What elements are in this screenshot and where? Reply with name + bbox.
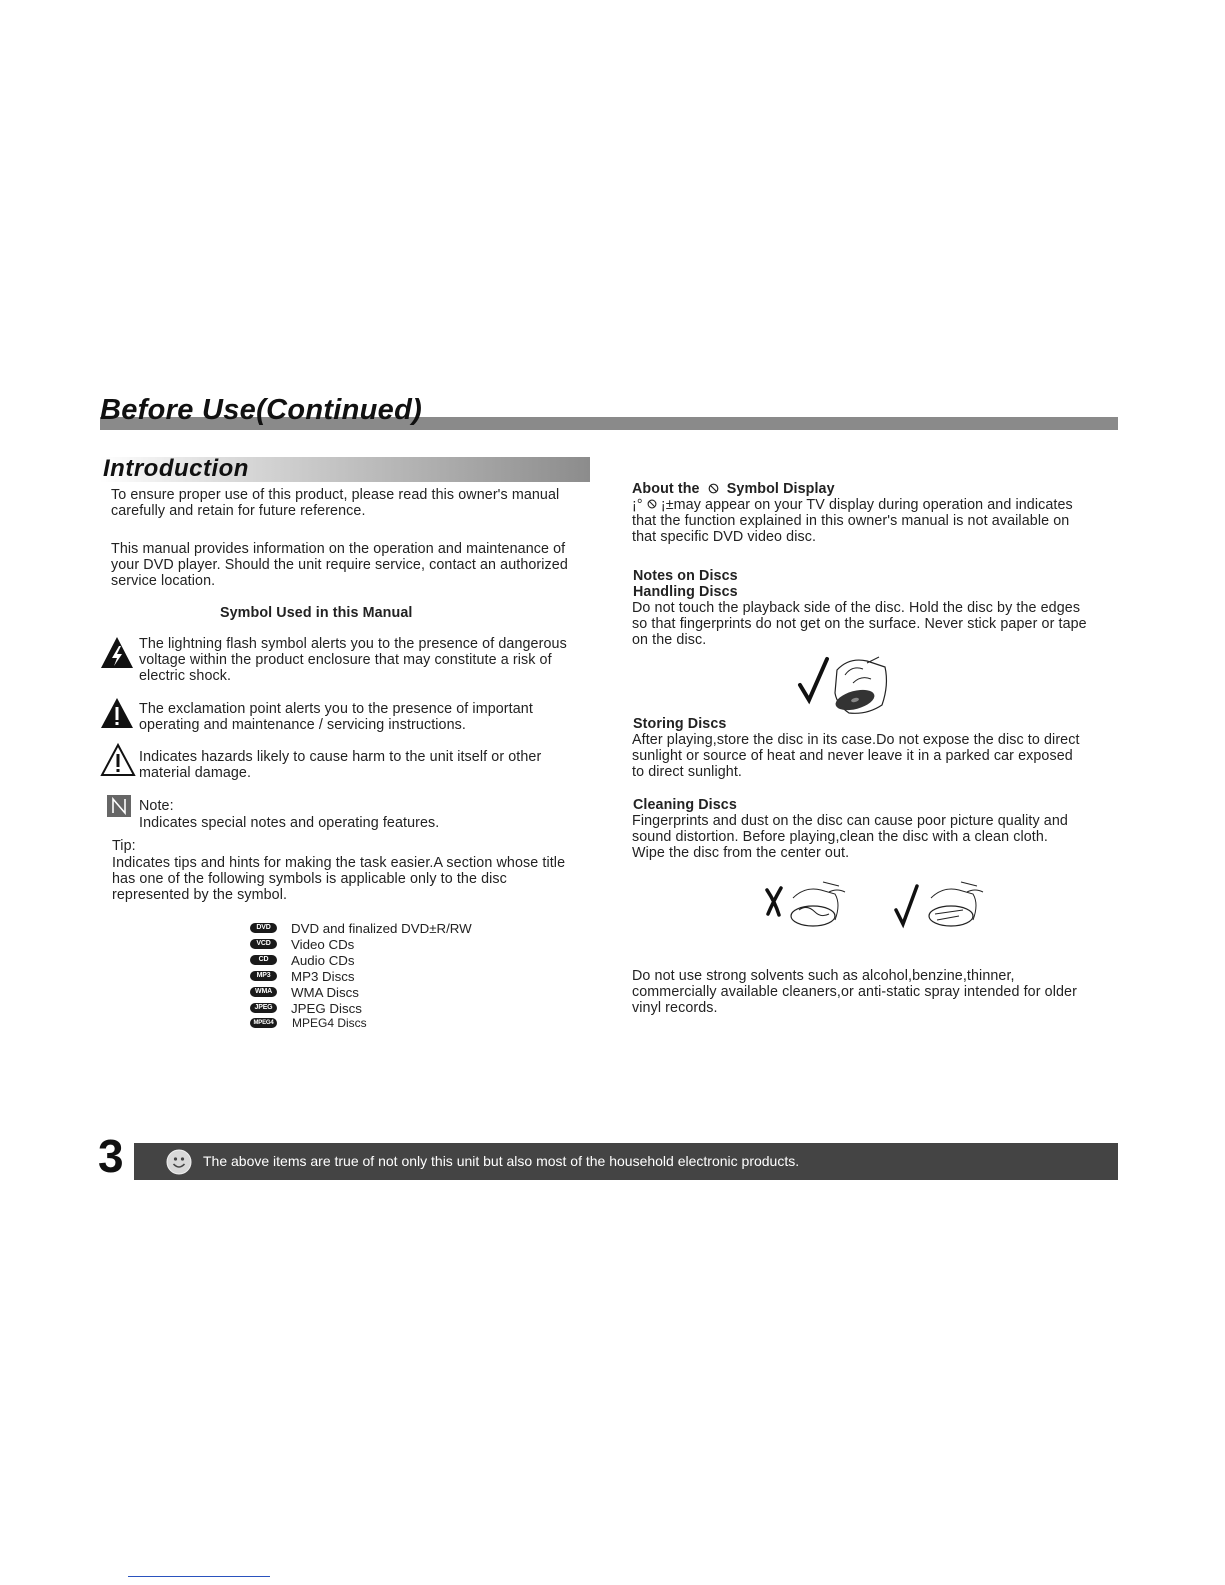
exclamation-description bbox=[139, 701, 533, 733]
prohibited-symbol-icon bbox=[708, 483, 719, 494]
text-line: Do not use strong solvents such as alcohol,benzine,thinner, bbox=[632, 968, 1015, 984]
disc-label: WMA Discs bbox=[291, 985, 359, 1000]
text-line: operating and maintenance / servicing instructions. bbox=[139, 717, 466, 734]
intro-paragraph-1 bbox=[111, 487, 559, 519]
footer-text: The above items are true of not only this unit but also most of the household electronic products. bbox=[203, 1153, 800, 1169]
dvd-badge-icon: DVD bbox=[250, 923, 277, 933]
tip-text bbox=[112, 855, 565, 904]
text-line: material damage. bbox=[139, 765, 252, 782]
symbol-display-text bbox=[632, 497, 1073, 546]
tip-label: Tip: bbox=[112, 838, 136, 854]
text-line: on the disc. bbox=[632, 632, 707, 649]
text-line: The lightning flash symbol alerts you to the presence of dangerous bbox=[139, 636, 567, 652]
mpeg4-badge-icon: MPEG4 bbox=[250, 1018, 277, 1028]
heading-text: About the bbox=[632, 481, 700, 497]
text-line: that the function explained in this owner's manual is not available on bbox=[632, 513, 1070, 530]
handling-heading: Handling Discs bbox=[633, 584, 738, 600]
text-line: to direct sunlight. bbox=[632, 764, 742, 781]
disc-label: DVD and finalized DVD±R/RW bbox=[291, 921, 472, 936]
note-icon bbox=[107, 795, 131, 817]
text-line: represented by the symbol. bbox=[112, 887, 288, 904]
vcd-badge-icon: VCD bbox=[250, 939, 277, 949]
section-title: Introduction bbox=[103, 455, 249, 482]
page-number: 3 bbox=[98, 1130, 124, 1182]
text-line: vinyl records. bbox=[632, 1000, 718, 1017]
storing-text bbox=[632, 732, 1080, 781]
text-line: Do not touch the playback side of the disc. Hold the disc by the edges bbox=[632, 600, 1081, 616]
text-line: so that fingerprints do not get on the surface. Never stick paper or tape bbox=[632, 616, 1087, 633]
cleaning-text bbox=[632, 813, 1068, 862]
wrong-cleaning-illustration bbox=[763, 880, 853, 940]
text-line: electric shock. bbox=[139, 668, 232, 685]
text-line: sound distortion. Before playing,clean the disc with a clean cloth. bbox=[632, 829, 1048, 846]
disc-label: JPEG Discs bbox=[291, 1001, 362, 1016]
disc-label: Audio CDs bbox=[291, 953, 355, 968]
page-title: Before Use(Continued) bbox=[100, 394, 423, 426]
disc-label: Video CDs bbox=[291, 937, 355, 952]
wma-badge-icon: WMA bbox=[250, 987, 277, 997]
hazard-description bbox=[139, 749, 541, 781]
cleaning-heading: Cleaning Discs bbox=[633, 797, 737, 813]
text-line: Wipe the disc from the center out. bbox=[632, 845, 850, 862]
text-line: voltage within the product enclosure that may constitute a risk of bbox=[139, 652, 552, 669]
text-line: carefully and retain for future reference. bbox=[111, 503, 366, 520]
exclamation-warning-icon bbox=[100, 697, 134, 729]
text-line: To ensure proper use of this product, please read this owner's manual bbox=[111, 487, 560, 503]
text-line: commercially available cleaners,or anti-static spray intended for older bbox=[632, 984, 1077, 1001]
intro-paragraph-2 bbox=[111, 541, 568, 590]
smiley-icon bbox=[166, 1149, 192, 1175]
disc-label: MP3 Discs bbox=[291, 969, 355, 984]
correct-cleaning-illustration bbox=[893, 880, 993, 940]
bottom-rule bbox=[128, 1576, 270, 1577]
notes-heading: Notes on Discs bbox=[633, 568, 738, 584]
mp3-badge-icon: MP3 bbox=[250, 971, 277, 981]
text-line: sunlight or source of heat and never leave it in a parked car exposed bbox=[632, 748, 1073, 765]
symbols-heading: Symbol Used in this Manual bbox=[220, 605, 413, 621]
text-line: Fingerprints and dust on the disc can cause poor picture quality and bbox=[632, 813, 1068, 829]
text-line: The exclamation point alerts you to the presence of important bbox=[139, 701, 533, 717]
text-line: Indicates hazards likely to cause harm to the unit itself or other bbox=[139, 749, 542, 765]
text-line bbox=[632, 497, 1073, 513]
solvents-text bbox=[632, 968, 1077, 1017]
note-label: Note: bbox=[139, 798, 174, 814]
cd-badge-icon: CD bbox=[250, 955, 277, 965]
symbol-display-heading bbox=[632, 481, 835, 497]
text-line: After playing,store the disc in its case.Do not expose the disc to direct bbox=[632, 732, 1080, 748]
handling-text bbox=[632, 600, 1087, 649]
text-line: service location. bbox=[111, 573, 216, 590]
disc-handling-illustration bbox=[797, 655, 897, 719]
note-text: Indicates special notes and operating features. bbox=[139, 815, 440, 831]
prohibited-symbol-icon bbox=[647, 499, 657, 509]
text-fragment: ¡° bbox=[632, 497, 643, 513]
text-line: your DVD player. Should the unit require service, contact an authorized bbox=[111, 557, 568, 574]
text-line: This manual provides information on the operation and maintenance of bbox=[111, 541, 566, 557]
text-line: that specific DVD video disc. bbox=[632, 529, 817, 546]
storing-heading: Storing Discs bbox=[633, 716, 727, 732]
lightning-warning-icon bbox=[100, 636, 134, 670]
caution-outline-icon bbox=[100, 743, 136, 777]
disc-symbol-list bbox=[250, 921, 550, 1031]
jpeg-badge-icon: JPEG bbox=[250, 1003, 277, 1013]
disc-label: MPEG4 Discs bbox=[292, 1016, 367, 1030]
text-line: Indicates tips and hints for making the task easier.A section whose title bbox=[112, 855, 566, 871]
heading-text: Symbol Display bbox=[726, 481, 835, 497]
text-fragment: ¡±may appear on your TV display during operation and indicates bbox=[660, 497, 1073, 513]
lightning-description bbox=[139, 636, 567, 685]
text-line: has one of the following symbols is applicable only to the disc bbox=[112, 871, 507, 888]
